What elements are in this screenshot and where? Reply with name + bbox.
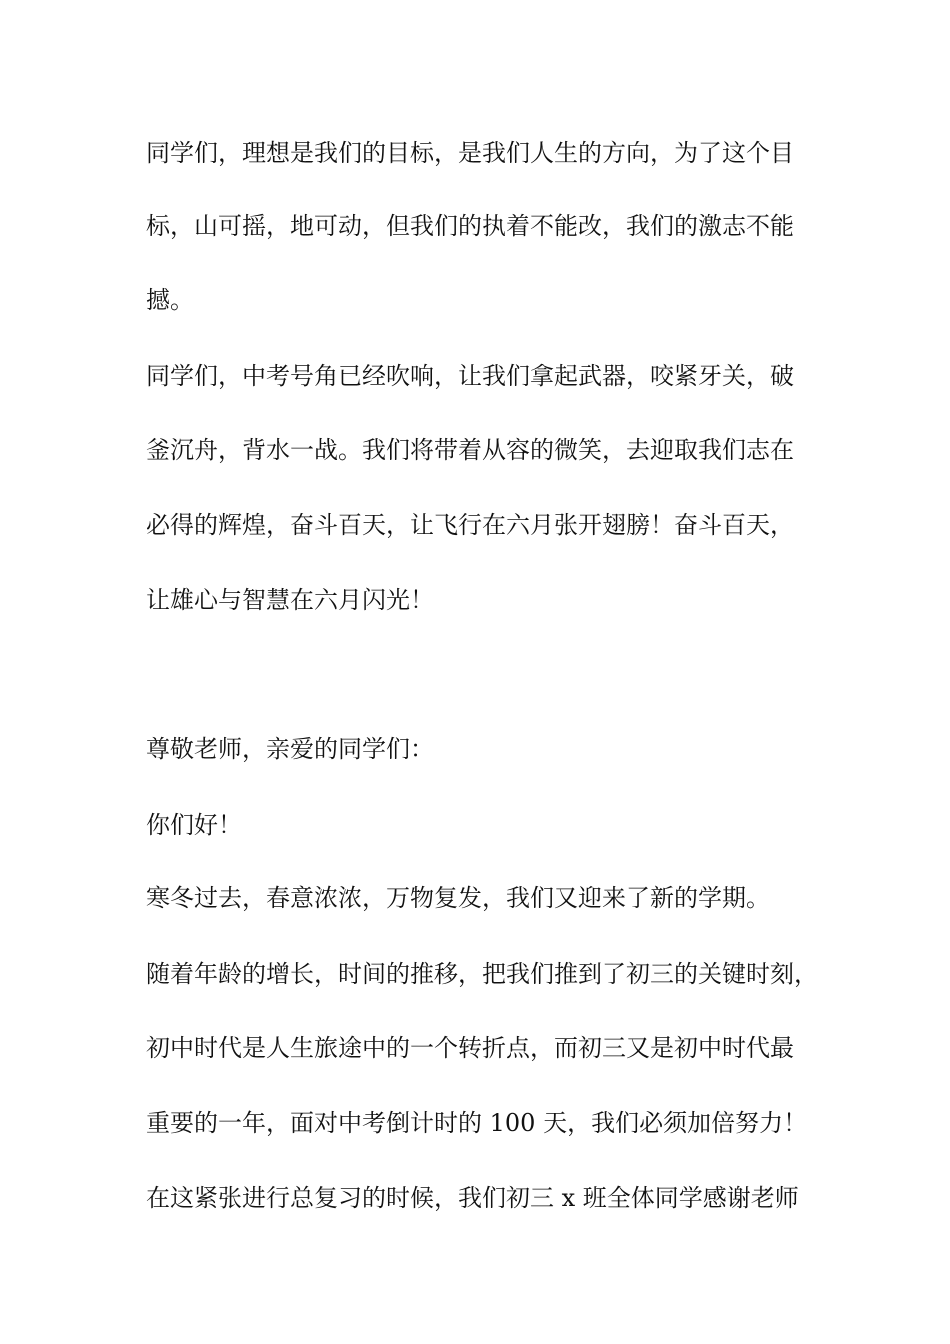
text-line: 随着年龄的增长，时间的推移，把我们推到了初三的关键时刻，	[146, 960, 818, 988]
text-line: 标，山可摇，地可动，但我们的执着不能改，我们的激志不能	[146, 212, 794, 240]
text-line: 寒冬过去，春意浓浓，万物复发，我们又迎来了新的学期。	[146, 884, 770, 912]
salutation: 尊敬老师，亲爱的同学们：	[146, 735, 434, 763]
text-line: 在这紧张进行总复习的时候，我们初三 x 班全体同学感谢老师	[146, 1184, 799, 1212]
text-line: 重要的一年，面对中考倒计时的 100 天，我们必须加倍努力！	[146, 1109, 808, 1137]
text-line: 釜沉舟，背水一战。我们将带着从容的微笑，去迎取我们志在	[146, 436, 794, 464]
text-line: 让雄心与智慧在六月闪光！	[146, 586, 434, 614]
text-line: 同学们，中考号角已经吹响，让我们拿起武器，咬紧牙关，破	[146, 362, 794, 390]
text-line: 必得的辉煌，奋斗百天，让飞行在六月张开翅膀！奋斗百天，	[146, 511, 794, 539]
text-line: 撼。	[146, 286, 194, 314]
text-line: 初中时代是人生旅途中的一个转折点，而初三又是初中时代最	[146, 1034, 794, 1062]
text-line: 同学们，理想是我们的目标，是我们人生的方向，为了这个目	[146, 139, 794, 167]
greeting: 你们好！	[146, 811, 242, 839]
